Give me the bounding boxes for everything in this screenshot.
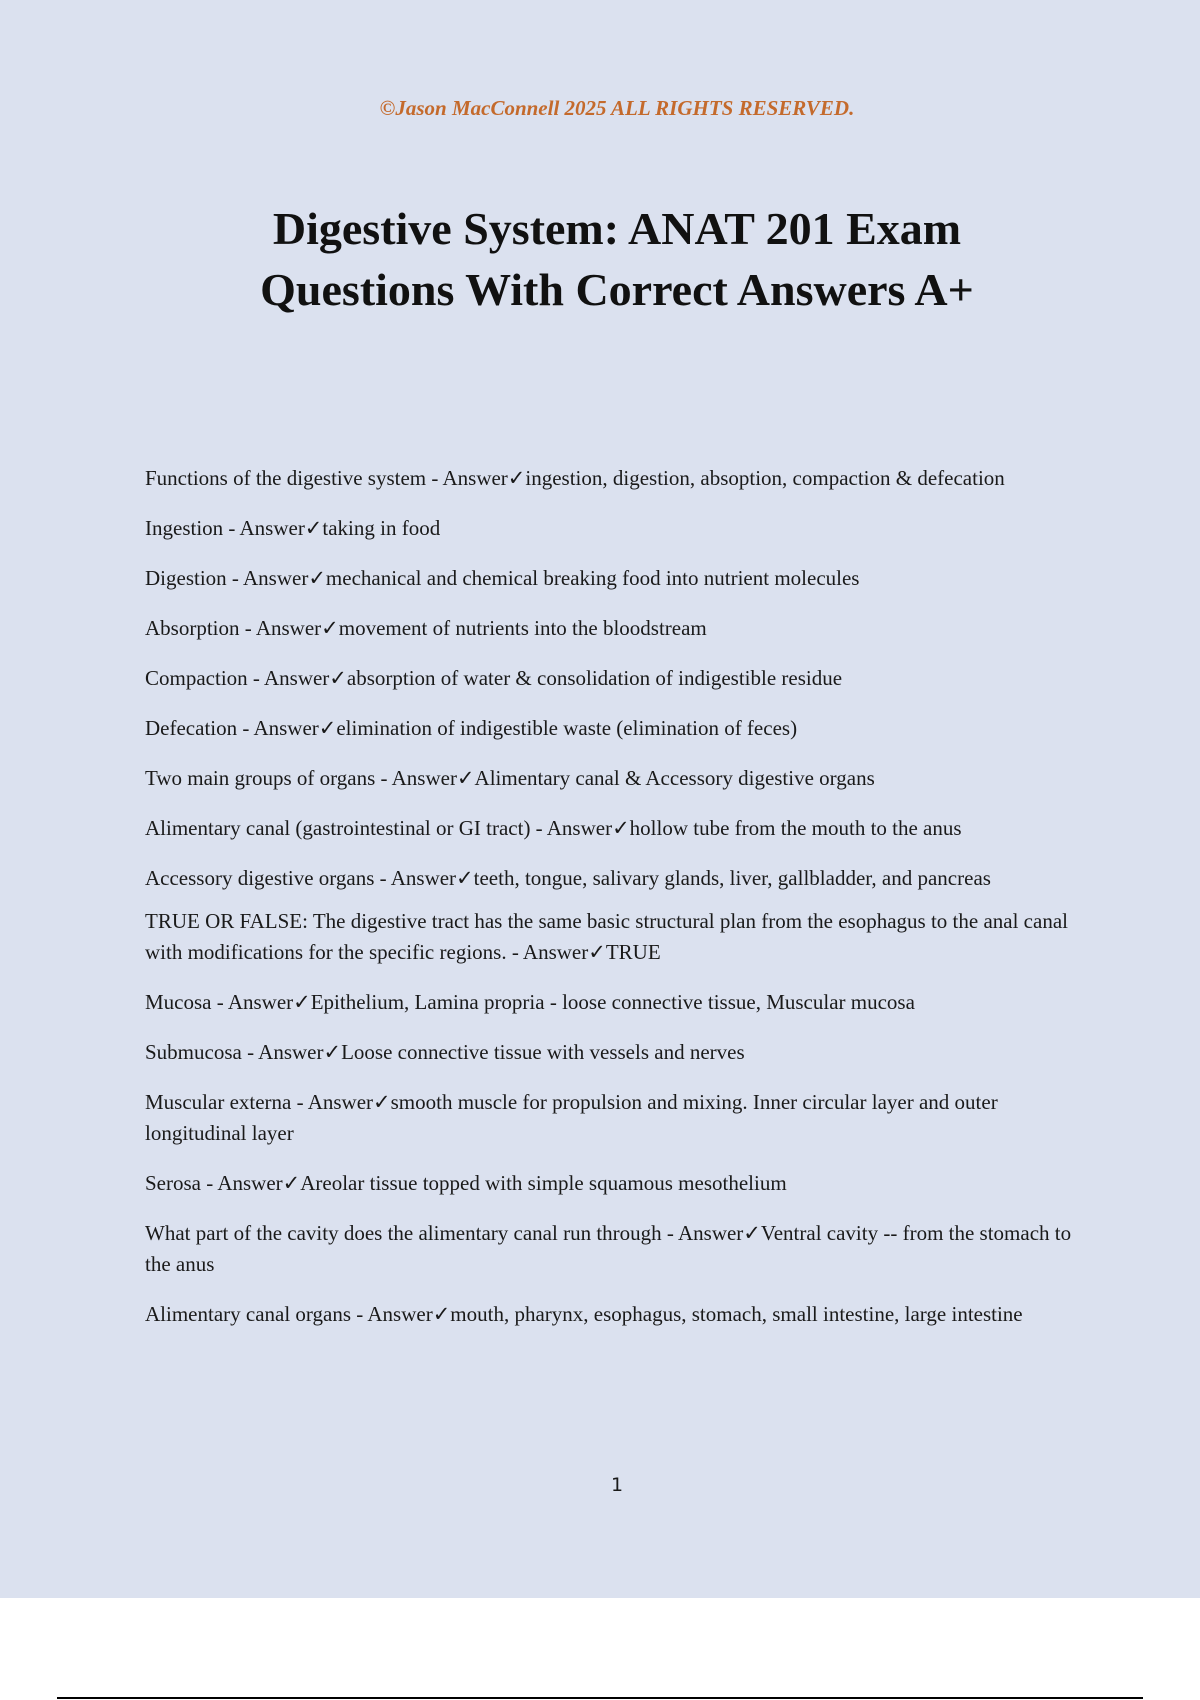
- qa-item: Alimentary canal organs - Answer✓mouth, pharynx, esophagus, stomach, small intestine, large intestine: [145, 1302, 1023, 1326]
- qa-item: What part of the cavity does the alimentary canal run through - Answer✓Ventral cavity -- from the stomach to the anus: [145, 1221, 1072, 1276]
- qa-item: Submucosa - Answer✓Loose connective tissue with vessels and nerves: [145, 1040, 745, 1064]
- qa-item: Muscular externa - Answer✓smooth muscle for propulsion and mixing. Inner circular layer and outer longitudinal layer: [145, 1090, 998, 1145]
- qa-item: Mucosa - Answer✓Epithelium, Lamina propria - loose connective tissue, Muscular mucosa: [145, 990, 915, 1014]
- qa-item: Digestion - Answer✓mechanical and chemical breaking food into nutrient molecules: [145, 566, 860, 590]
- title-line-2: Questions With Correct Answers A+: [260, 264, 974, 315]
- copyright-notice: ©Jason MacConnell 2025 ALL RIGHTS RESERVED.: [379, 96, 855, 120]
- qa-item: Two main groups of organs - Answer✓Alimentary canal & Accessory digestive organs: [145, 766, 875, 790]
- qa-item: Serosa - Answer✓Areolar tissue topped with simple squamous mesothelium: [145, 1171, 787, 1195]
- title-line-1: Digestive System: ANAT 201 Exam: [272, 203, 962, 254]
- qa-item: Defecation - Answer✓elimination of indigestible waste (elimination of feces): [145, 716, 798, 740]
- qa-item: Functions of the digestive system - Answer✓ingestion, digestion, absoption, compaction & defecation: [145, 466, 1005, 490]
- footer-divider: [57, 1697, 1143, 1699]
- page-title: [0, 198, 1200, 320]
- qa-item: Compaction - Answer✓absorption of water & consolidation of indigestible residue: [145, 666, 843, 690]
- qa-item: TRUE OR FALSE: The digestive tract has the same basic structural plan from the esophagus to the anal canal with modifications for the specific regions. - Answer✓TRUE: [145, 909, 1068, 964]
- qa-item: Absorption - Answer✓movement of nutrients into the bloodstream: [145, 616, 707, 640]
- qa-item: Accessory digestive organs - Answer✓teeth, tongue, salivary glands, liver, gallbladder, and pancreas: [145, 866, 991, 890]
- qa-item: Alimentary canal (gastrointestinal or GI tract) - Answer✓hollow tube from the mouth to the anus: [145, 816, 962, 840]
- page-number: 1: [610, 1474, 624, 1496]
- qa-item: Ingestion - Answer✓taking in food: [145, 516, 441, 540]
- qa-list: [145, 463, 1090, 1349]
